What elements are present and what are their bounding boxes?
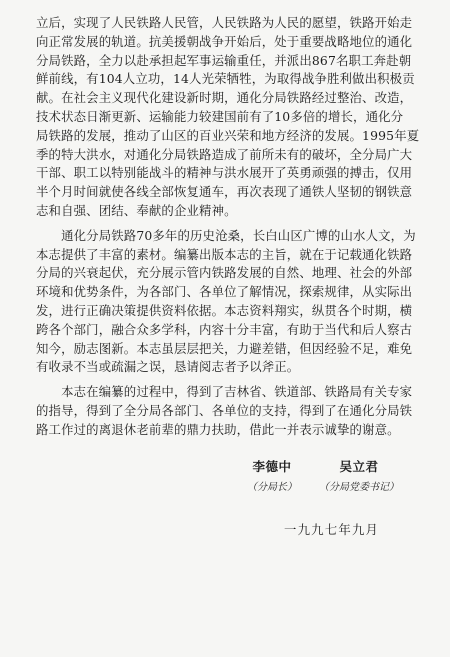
signer-director — [232, 459, 312, 495]
signature-block — [0, 459, 450, 499]
text-line: 分局的兴衰起伏，充分展示管内铁路发展的自然、地理、社会的外部 — [36, 265, 413, 281]
paragraph-2 — [36, 227, 416, 377]
signer-role: （分局长） — [247, 482, 297, 493]
paragraph-1 — [36, 14, 420, 221]
signer-name: 吴立君 — [339, 459, 379, 474]
body-text — [36, 14, 420, 440]
text-line: 分局铁路，全力以赴承担起军事运输重任，并派出867名职工奔赴朝 — [36, 52, 412, 68]
text-line: 发，进行正确决策提供资料依据。本志资料翔实，纵贯各个时期，横 — [36, 302, 413, 318]
text-line: 技术状态日渐更新、运输能力较建国前有了10多倍的增长，通化分 — [36, 108, 404, 124]
text-line: 通化分局铁路70多年的历史沧桑，长白山区广博的山水人文，为 — [36, 227, 416, 243]
text-line: 志和自强、团结、奉献的企业精神。 — [36, 202, 237, 218]
text-line: 本志在编纂的过程中，得到了吉林省、铁道部、铁路局有关专家 — [36, 384, 413, 400]
text-line: 跨各个部门，融合众多学科，内容十分丰富，有助于当代和后人察古 — [36, 321, 413, 337]
text-line: 局铁路的发展，推动了山区的百业兴荣和地方经济的发展。1995年夏 — [36, 127, 420, 143]
signer-party-secretary — [304, 459, 414, 495]
text-line: 干部、职工以特别能战斗的精神与洪水展开了英勇顽强的搏击，仅用 — [36, 165, 413, 181]
text-line: 的指导，得到了全分局各部门、各单位的支持，得到了在通化分局铁 — [36, 402, 413, 418]
text-line: 环境和优势条件，为各部门、各单位了解情况，探索规律，从实际出 — [36, 284, 413, 300]
text-line: 向正常发展的轨道。抗美援朝战争开始后，处于重要战略地位的通化 — [36, 33, 413, 49]
paragraph-3 — [36, 383, 413, 439]
text-line: 有收录不当或疏漏之误，恳请阅志者予以斧正。 — [36, 359, 300, 375]
text-line: 鲜前线，有104人立功，14人光荣牺牲，为取得战争胜利做出积极贡 — [36, 71, 415, 87]
text-line: 路工作过的离退休老前辈的鼎力扶助，借此一并表示诚挚的谢意。 — [36, 421, 400, 437]
text-line: 半个月时间就使各线全部恢复通车，再次表现了通铁人坚韧的钢铁意 — [36, 184, 413, 200]
text-line: 献。在社会主义现代化建设新时期，通化分局铁路经过整治、改造， — [36, 90, 413, 106]
text-line: 知今，励志图新。本志虽层层把关，力避差错，但因经验不足，难免 — [36, 340, 413, 356]
text-line: 季的特大洪水，对通化分局铁路造成了前所未有的破坏，全分局广大 — [36, 146, 413, 162]
text-line: 本志提供了丰富的素材。编纂出版本志的主旨，就在于记载通化铁路 — [36, 246, 413, 262]
text-line: 立后，实现了人民铁路人民管，人民铁路为人民的愿望，铁路开始走 — [36, 15, 413, 30]
signer-role: （分局党委书记） — [319, 482, 399, 493]
document-date: 一九九七年九月 — [284, 522, 380, 537]
signer-name: 李德中 — [252, 459, 292, 474]
